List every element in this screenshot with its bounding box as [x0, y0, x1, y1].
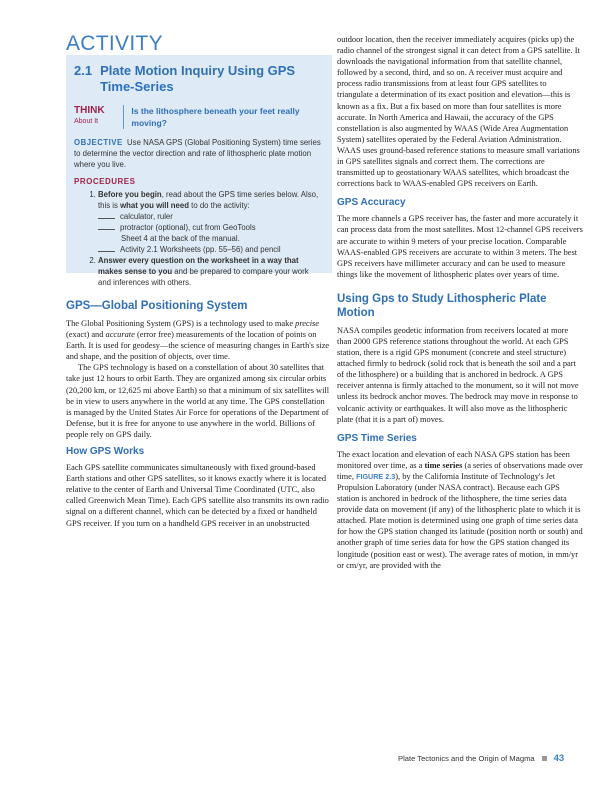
- procedure-step-1: [98, 189, 322, 255]
- step2-text: and be prepared to compare your work and inferences with others.: [98, 267, 309, 287]
- checklist-item: Activity 2.1 Worksheets (pp. 55–56) and pencil: [98, 244, 322, 255]
- step1-text-b: to do the activity:: [189, 201, 250, 210]
- activity-header: [74, 63, 322, 95]
- objective: [74, 137, 322, 170]
- check-blank[interactable]: [98, 251, 115, 252]
- activity-label: ACTIVITY: [66, 32, 163, 55]
- heading-how-gps-works: How GPS Works: [66, 446, 145, 458]
- step1-bold: Before you begin: [98, 190, 162, 199]
- step1-bold2: what you will need: [120, 201, 189, 210]
- paragraph-receiver: outdoor location, then the receiver immediately acquires (picks up) the radio channel of the strongest signal it can detect from a GPS satellite. It downloads the navigational information from that satellite channel, followed by a second, third, and so on. A receiver must acquire and process radio transmissions from at least four GPS satellites to triangulate a determination of its exact position and elevation—this is known as a fix. But a fix based on more than four satellites is more accurate. In North America and Hawaii, the accuracy of the GPS constellation is also augmented by WAAS (Wide Area Augmentation System) satellites operated by the Federal Aviation Administration. WAAS uses ground-based reference stations to measure small variations in GPS satellites signals and correct them. The corrections are transmitted up to geostationary WAAS satellites, which broadcast the corrections back to WAAS-enabled GPS receivers on Earth.: [337, 35, 580, 189]
- objective-text: Use NASA GPS (Global Positioning System) time series to determine the vector direction and rate of lithospheric plate motion where you live.: [74, 138, 321, 169]
- footer-chapter-title: Plate Tectonics and the Origin of Magma: [398, 754, 535, 763]
- paragraph-gps-intro: The Global Positioning System (GPS) is a technology used to make precise (exact) and accurate (error free) measurements of the location of points on Earth. It is used for geodesy—the science of measuring changes in Earth's size and shape, and the position of objects, over time.: [66, 319, 330, 362]
- check-blank[interactable]: [98, 229, 115, 230]
- heading-time-series: GPS Time Series: [337, 432, 417, 444]
- think-about-it: [74, 105, 322, 129]
- left-column: [66, 34, 332, 529]
- step2-bold: Answer every question on the worksheet in a way that makes sense to you: [98, 256, 299, 276]
- paragraph-how-gps-works: Each GPS satellite communicates simultaneously with fixed ground-based Earth stations and other GPS satellites, so it knows exactly where it is located relative to the center of Earth and Universal Time Coordinated (UTC, also called Greenwich Mean Time). Each GPS satellite also transmits its own radio signal on a different channel, which can be detected by a fixed or handheld GPS receiver. If you turn on a handheld GPS receiver in an unobstructed: [66, 463, 329, 528]
- page-number: 43: [553, 753, 565, 764]
- figure-reference-link[interactable]: FIGURE 2.3: [356, 471, 396, 481]
- procedures-label: PROCEDURES: [74, 177, 136, 186]
- check-blank[interactable]: [98, 218, 115, 219]
- page-footer: [398, 753, 564, 764]
- think-label-sub: About It: [74, 118, 99, 125]
- paragraph-nasa-stations: NASA compiles geodetic information from receivers located at more than 2000 GPS reference stations throughout the world. At each GPS station, there is a rigid GPS monument (concrete and steel structure) attached firmly to bedrock (solid rock that is beneath the soil and a part of the lithosphere) or a building that is anchored in bedrock. A GPS receiver antenna is firmly attached to the monument, so it will not move unless its bedrock anchor moves. The bedrock may move in response to volcanic activity or earthquakes. It will also move as the lithospheric plate (that it is a part of) moves.: [337, 325, 579, 424]
- checklist-item-continued: Sheet 4 at the back of the manual.: [121, 234, 240, 243]
- activity-title: Plate Motion Inquiry Using GPS Time-Series: [100, 63, 296, 94]
- paragraph-time-series: The exact location and elevation of each NASA GPS station has been monitored over time, as a time series (a series of observations made over time, FIGURE 2.3), by the California Institute of Technology's Jet Propulsion Laboratory (under NASA contract). Because each GPS station is anchored in bedrock of the lithosphere, the time series data provide data on movement (if any) of the lithospheric plate to which it is attached. Plate motion is determined using one graph of time series data for how the GPS station changed its latitude (position north or south) and another graph of time series data for how the GPS station changed its longitude (position east or west). The average rates of motion, in mm/yr or cm/yr, are provided with the: [337, 449, 583, 570]
- think-label-main: THINK: [74, 105, 105, 116]
- think-question: Is the lithosphere beneath your feet really moving?: [131, 106, 300, 128]
- heading-gps-accuracy: GPS Accuracy: [337, 197, 406, 209]
- paragraph-accuracy: The more channels a GPS receiver has, the faster and more accurately it can process data from the most satellites. Most 12-channel GPS receivers are accurate to within 9 meters of your precise location. Comparable WAAS-enabled GPS receivers are accurate to within 3 meters. The best GPS receivers have millimeter accuracy and can be used to measure things like the movement of lithospheric plates over years of time.: [337, 214, 583, 279]
- checklist-item: protractor (optional), cut from GeoTools: [98, 222, 322, 233]
- footer-square-icon: [542, 756, 547, 761]
- paragraph-gps-constellation: The GPS technology is based on a constellation of about 30 satellites that take just 12 hours to orbit Earth. They are organized among six circular orbits (20,200 km, or 12,625 mi above Earth) so that a minimum of six satellites will be in view to users anywhere in the world at any time. The GPS constellation is managed by the United States Air Force for operations of the Department of Defense, but it is free for anyone to use anywhere in the world. Billions of people rely on GPS daily.: [66, 363, 330, 439]
- objective-label: OBJECTIVE: [74, 138, 123, 147]
- heading-using-gps: Using Gps to Study Lithospheric Plate Motion: [337, 292, 547, 319]
- right-column: [337, 34, 583, 571]
- think-label: [74, 105, 124, 129]
- procedures-list: [74, 189, 322, 288]
- checklist-item: calculator, ruler: [98, 211, 322, 222]
- activity-box: [66, 55, 332, 287]
- heading-gps: GPS—Global Positioning System: [66, 300, 248, 312]
- step1-text-a: , read about the GPS time series below. Also, this is: [98, 190, 319, 210]
- activity-number: 2.1: [74, 63, 93, 78]
